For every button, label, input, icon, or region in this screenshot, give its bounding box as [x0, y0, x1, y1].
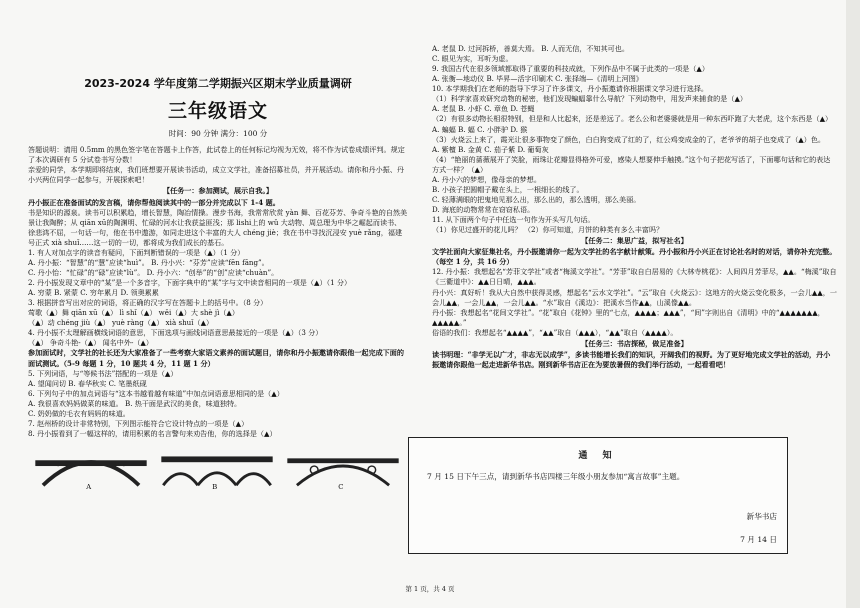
exam-line: 文学社面向大家征集社名，丹小振邀请你一起为文学社的名字献计献策。丹小振和丹小兴正在讨论社名时的对话，请你补充完整。（每空 1 分，共 16 分） — [432, 247, 837, 267]
bridge-label-a: A — [86, 483, 92, 492]
exam-line: （3）火烧云上来了，霞光让很多事物变了颜色，白白狗变成了红的了，红公鸡变成金的了，老爷爷的胡子也变成了（▲）色。 — [432, 134, 826, 144]
exam-line: 丹小兴：真好听！我从大自然中获得灵感，想起名“云水文学社”。“云”取自《火烧云》：这地方的火烧云变化极多，一会儿▲▲，一会儿▲▲，一会儿▲▲，一会儿▲▲。“水”取自《溪边》：把溪水当作▲▲，山溪像▲▲。 — [432, 287, 837, 307]
exam-line: 10. 本学期我们在老师的指导下学习了许多课文，丹小振邀请你根据课文学习进行选择。 — [432, 84, 709, 94]
exam-line: （4）“艳丽的蔷薇展开了笑脸，雨珠让花瓣显得格外可爱，感染人想要伸手触摸。”这个句子把花写活了，下面哪句话和它的表达方式一样？（▲） — [432, 154, 831, 174]
left-body — [28, 145, 408, 439]
exam-line: A. 望闻问切 B. 春华秋实 C. 笔墨纸砚 — [28, 378, 147, 388]
bridge-option-a — [32, 443, 150, 491]
exam-line: A. 穷蒙 B. 紧蒙 C. 穷年累月 D. 领奥累累 — [28, 288, 159, 298]
exam-line: C. 眼见为实，耳听为虚。 — [432, 54, 513, 64]
exam-line: 读书明理：“非学无以广才，非志无以成学”，多读书能增长我们的知识，开阔我们的视野。为了更好地完成文学社的活动，丹小振邀请你跟他一起走进新华书店。刚到新华书店正在为要放暑假的我们举行活动，一起看看吧！ — [432, 349, 831, 369]
exam-meta: 时间：90 分钟 满分：100 分 — [168, 128, 268, 138]
right-body — [432, 44, 837, 370]
exam-line: 7. 赵州桥的设计非常特别，下列图示能符合它设计特点的一项是（▲） — [28, 418, 249, 428]
exam-line: 书是知识的源泉。读书可以积累趋，增长智慧，陶冶情操。漫步书海，我常常欣赏 yàn 舞、百花芬芳、争奇斗艳的自然美景让我陶醉；从 qiān xū的陶渊明、忙碌的河水让我获益匪浅；那 lishi上的 wǔ 大动物、周总理为中华之崛起而读书、徐悲鸿不屈，一句话一句，他在书中遨游，如同走进这个丰富的大人 chéng jiè；我在书中寻找沉浸安 yuè rǎng，福建号正式 xià shuǐ……这一切的一切，都将成为我们成长的基石。 — [28, 207, 408, 247]
exam-line: （2）有很多动物长相很特别，但是和人比起来，还是差远了。老么公和老婆婆就是用一种东西吓跑了大老虎，这个东西是（▲） — [432, 114, 833, 124]
exam-line: 1. 有人对加点字的读音有疑问，下面判断错误的一项是（▲）（1 分） — [28, 247, 245, 257]
exam-line: 莺歌（▲）舞 qiān xū（▲） lì shǐ（▲） wěi（▲）大 shè jì（▲） — [28, 308, 239, 318]
exam-line: D. 海底的动物常常在窃窃私语。 — [432, 205, 535, 214]
exam-line: A. 紫檀 B. 金黄 C. 茄子紫 D. 葡萄灰 — [432, 144, 549, 154]
task-heading: 【任务三：书店探秘，做足准备】 — [581, 338, 688, 348]
exam-line: 丹小振：我想起名“花间文学社”。“花”取自《花钟》里的“七点，▲▲▲▲；▲▲▲”，“间”字则出自《清明》中的“▲▲▲▲▲▲▲，▲▲▲▲▲。” — [432, 307, 825, 327]
exam-line: 11. 从下面两个句子中任选一句作为开头写几句话。 — [432, 215, 595, 225]
task-heading: 【任务二：集思广益，拟写社名】 — [581, 236, 688, 246]
page-footer: 第 1 页，共 4 页 — [405, 585, 455, 593]
left-column — [28, 76, 408, 493]
exam-line: A. 丹小六的梦想，像母亲的梦想。 — [432, 174, 541, 184]
exam-line: A. 我很喜欢妈妈做菜的味道。 B. 热干面是武汉的美食，味道独特。 — [28, 398, 242, 408]
exam-line: 5. 下列词语，与“等候书法”搭配的一项是（▲） — [28, 368, 178, 378]
exam-line: （1）你见过盛开的花儿吗？ （2）你可知道，月饼的种类有多么丰富吗？ — [432, 225, 664, 235]
exam-line: 答题说明：请用 0.5mm 的黑色签字笔在答题卡上作答，此试卷上的任何标记均视为无效，将不作为试卷成绩评判。规定了本次调研有 5 分试卷书写分数！ — [28, 145, 405, 165]
exam-line: 3. 根据拼音写出对应的词语，将正确的汉字写在答题卡上的括号中。（8 分） — [28, 298, 268, 308]
bridge-label-c: C — [338, 483, 344, 492]
notice-box — [408, 437, 788, 554]
exam-line: 亲爱的同学，本学期即将结束，我们班想要开展读书活动，成立文学社，准备招募社员，并开展活动。请你和丹小振、丹小兴两位同学一起参与，开展探索吧！ — [28, 165, 404, 185]
notice-date: 7 月 14 日 — [740, 535, 777, 544]
exam-line: 12. 丹小振：我想起名“芳菲文学社”或者“梅溪文学社”。“芳菲”取自白居易的《大林寺桃花》：人间四月芳菲尽，▲▲。“梅溪”取自《三衢道中》：▲▲日日晴，▲▲▲。 — [432, 267, 837, 287]
exam-line: 参加面试时，文学社的社长还为大家准备了一些考察大家语文素养的面试题目，请你和丹小振邀请你跟他一起完成下面的面试测试。（5-9 每题 1 分，10 题共 4 分，11 题 1 分） — [28, 348, 404, 368]
exam-subject: 三年级语文 — [167, 99, 268, 122]
notice-title: 通 知 — [578, 451, 618, 461]
bridge-option-c — [284, 443, 402, 491]
exam-line: 6. 下列句子中的加点词语与“这本书越看越有味道”中加点词语意思相同的是（▲） — [28, 388, 284, 398]
exam-line: C. 奶奶做的毛衣有妈妈的味道。 — [28, 408, 130, 418]
notice-body: 7 月 15 日下午三点，请到新华书店四楼三年级小朋友参加“寓言故事”主题。 — [427, 472, 685, 481]
exam-line: C. 丹小怡：“忙碌”的“碌”应读“lù”。 D. 丹小六：“创举”的“创”应读“chuàn”。 — [28, 267, 279, 277]
notice-sign: 新华书店 — [746, 512, 777, 521]
exam-line: 8. 丹小振看到了一幅这样的，请用积累的名言警句来劝告他，你的选择是（▲） — [28, 428, 277, 438]
exam-line: 丹小振正在准备面试的发言稿，请你帮他阅读其中的一部分并完成以下 1-4 题。 — [28, 197, 280, 207]
exam-line: B. 小孩子把圆帽子戴在头上，一根细长的线了。 — [432, 184, 584, 194]
exam-line: A. 丹小振：“智慧”的“慧”应读“huì”。 B. 丹小兴：“芬芳”应读“fēn fāng”。 — [28, 257, 269, 267]
bridge-label-b: B — [212, 483, 218, 492]
exam-line: A. 老鼠 D. 过河拆桥，善莫大焉。 B. 人而无信，不知其可也。 — [432, 44, 629, 53]
task-heading: 【任务一：参加测试，展示自我。】 — [163, 186, 273, 196]
exam-line: （1）科学家喜欢研究动物的秘密，他们发现蝙蝠靠什么导航？下列动物中，用发声来捕食的是（▲） — [432, 94, 747, 104]
bridge-options — [32, 443, 408, 491]
exam-line: 4. 丹小振不太理解画横线词语的意思，下面选项与画线词语意思最接近的一项是（▲）（3 分） — [28, 328, 323, 338]
exam-line: （▲）动 chéng jiù（▲） yuè ràng（▲） xià shuǐ（▲） — [28, 318, 214, 328]
exam-line: C. 轻薄满眼的把鬼地见那么出，那么出的，那么透明，那么美丽。 — [432, 194, 641, 204]
exam-line: （▲） 争奇斗艳-（▲） 闻名中外-（▲） — [28, 338, 153, 348]
right-column — [432, 44, 837, 370]
exam-line: 2. 丹小振发现文章中的“某”是一个多音字，下面字典中的“某”字与文中读音相同的一项是（▲）（1 分） — [28, 278, 352, 288]
exam-line: A. 张衡—地动仪 B. 毕昇—活字印刷术 C. 张择端—《清明上河图》 — [432, 74, 643, 84]
exam-title: 2023-2024 学年度第二学期振兴区期末学业质量调研 — [84, 77, 352, 90]
exam-line: 9. 我国古代在很多领域都取得了重要的科技成就，下列作品中不属于此类的一项是（▲） — [432, 64, 709, 74]
exam-line: A. 老鼠 B. 小虾 C. 章鱼 D. 苍蝇 — [432, 104, 535, 114]
exam-line: 俗语的我们：我想起名“▲▲▲▲”，“▲▲”取自（▲▲▲），“▲▲”取自（▲▲▲▲）。 — [432, 327, 678, 337]
scan-edge — [846, 0, 860, 608]
exam-line: A. 蝙蝠 B. 蝠 C. 小胖驴 D. 猴 — [432, 124, 528, 134]
bridge-option-b — [158, 443, 276, 491]
